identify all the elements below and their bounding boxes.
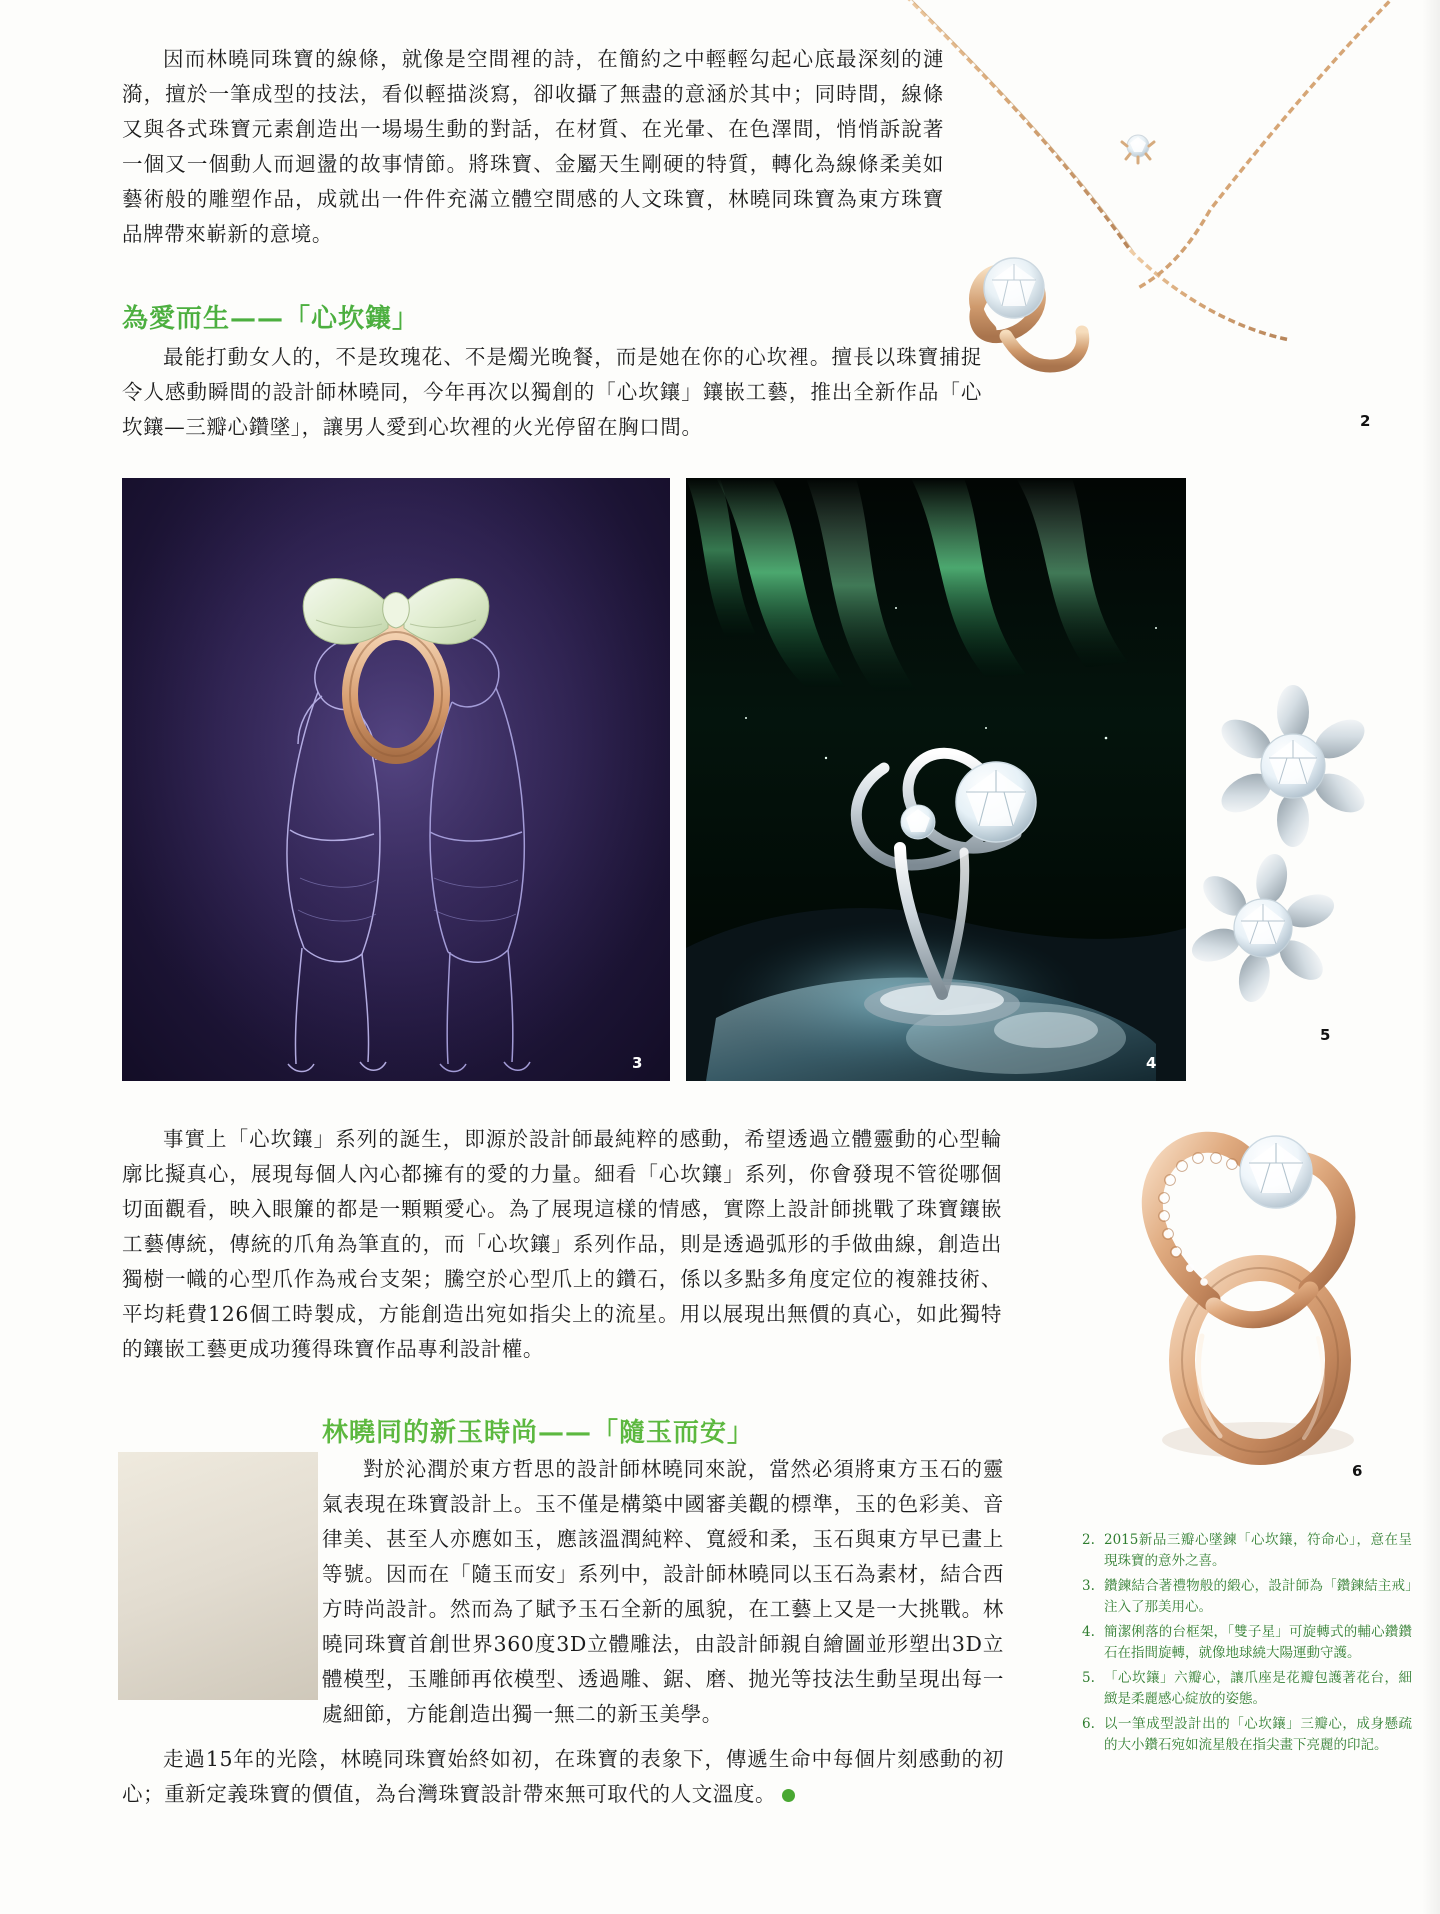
caption-number: 2. [1082,1532,1095,1548]
aurora-background [686,478,1186,1081]
section-heading-love: 為愛而生——「心坎鑲」 [122,304,420,334]
caption-item [1082,1576,1412,1618]
caption-number: 3. [1082,1578,1095,1594]
bow-ring-sketch-illustration [122,478,670,1081]
paragraph-4: 對於沁潤於東方哲思的設計師林曉同來說，當然必須將東方玉石的靈氣表現在珠寶設計上。玉不僅是構築中國審美觀的標準，玉的色彩美、音律美、甚至人亦應如玉，應該溫潤純粹、寬綬和柔，玉石與東方早已畫上等號。因而在「隨玉而安」系列中，設計師林曉同以玉石為素材，結合西方時尚設計。然而為了賦予玉石全新的風貌，在工藝上又是一大挑戰。林曉同珠寶首創世界360度3D立體雕法，由設計師親自繪圖並形塑出3D立體模型，玉雕師再依模型、透過雕、鋸、磨、抛光等技法生動呈現出每一處細節，方能創造出獨一無二的新玉美學。 [322,1457,1004,1726]
rose-gold-ring-illustration [1090,1110,1420,1490]
paragraph-5-text: 走過15年的光陰，林曉同珠寶始終如初，在珠寶的表象下，傳遞生命中每個片刻感動的初心；重新定義珠寶的價值，為台灣珠寶設計帶來無可取代的人文溫度。 [122,1747,1004,1806]
portrait-backdrop [118,1452,318,1700]
figure-number-6: 6 [1352,1462,1363,1480]
figure-number-2: 2 [1360,412,1371,430]
section-heading-jade: 林曉同的新玉時尚——「隨玉而安」 [322,1418,755,1448]
paragraph-1: 因而林曉同珠寶的線條，就像是空間裡的詩，在簡約之中輕輕勾起心底最深刻的漣漪，擅於一筆成型的技法，看似輕描淡寫，卻收攝了無盡的意涵於其中；同時間，線條又與各式珠寶元素創造出一場場生動的對話，在材質、在光暈、在色澤間，悄悄訴說著一個又一個動人而迴盪的故事情節。將珠寶、金屬天生剛硬的特質，轉化為線條柔美如藝術般的雕塑作品，成就出一件件充滿立體空間感的人文珠寶，林曉同珠寶為東方珠寶品牌帶來嶄新的意境。 [122,47,944,246]
figure-number-4: 4 [1146,1054,1157,1072]
figure-caption-list [1082,1530,1412,1760]
figure-rose-gold-ring-photo [1090,1110,1420,1490]
caption-text: 「心坎鑲」六瓣心，讓爪座是花瓣包護著花台，細緻是柔麗感心綻放的姿態。 [1104,1670,1412,1707]
caption-item [1082,1530,1412,1572]
caption-item [1082,1668,1412,1710]
caption-text: 2015新品三瓣心墜鍊「心坎鑲，符命心」，意在呈現珠寶的意外之喜。 [1104,1532,1412,1569]
figure-sketch-photo [122,478,670,1081]
caption-item [1082,1622,1412,1664]
caption-item [1082,1714,1412,1756]
figure-number-3: 3 [632,1054,643,1072]
end-of-article-dot [782,1789,795,1802]
paragraph-2: 最能打動女人的，不是玫瑰花、不是燭光晚餐，而是她在你的心坎裡。擅長以珠寶捕捉令人感動瞬間的設計師林曉同，今年再次以獨創的「心坎鑲」鑲嵌工藝，推出全新作品「心坎鑲—三瓣心鑽墜」，讓男人愛到心坎裡的火光停留在胸口間。 [122,345,982,439]
caption-number: 6. [1082,1716,1095,1732]
flower-earrings-illustration [1185,678,1415,1058]
caption-text: 以一筆成型設計出的「心坎鑲」三瓣心，成身懸疏的大小鑽石宛如流星般在指尖畫下亮麗的印記。 [1104,1716,1412,1753]
page-edge-shading [1422,0,1440,1914]
figure-flower-earrings-photo [1185,678,1415,1058]
designer-portrait-photo [118,1452,318,1700]
figure-aurora-ring-photo [686,478,1186,1081]
caption-text: 鑽鍊結合著禮物般的緞心，設計師為「鑽鍊結主戒」注入了那美用心。 [1104,1578,1412,1615]
caption-number: 5. [1082,1670,1095,1686]
figure-number-5: 5 [1320,1026,1331,1044]
caption-text: 簡潔俐落的台框架，「雙子星」可旋轉式的輔心鑽鑽石在指間旋轉，就像地球繞大陽運動守護。 [1104,1624,1412,1661]
caption-number: 4. [1082,1624,1095,1640]
paragraph-3: 事實上「心坎鑲」系列的誕生，即源於設計師最純粹的感動，希望透過立體靈動的心型輪廓比擬真心，展現每個人內心都擁有的愛的力量。細看「心坎鑲」系列，你會發現不管從哪個切面觀看，映入眼簾的都是一顆顆愛心。為了展現這樣的情感，實際上設計師挑戰了珠寶鑲嵌工藝傳統，傳統的爪角為筆直的，而「心坎鑲」系列作品，則是透過弧形的手做曲線，創造出獨樹一幟的心型爪作為戒台支架；騰空於心型爪上的鑽石，係以多點多角度定位的複雜技術、平均耗費126個工時製成，方能創造出宛如指尖上的流星。用以展現出無價的真心，如此獨特的鑲嵌工藝更成功獲得珠寶作品專利設計權。 [122,1127,1002,1361]
paragraph-5 [122,1742,1004,1812]
